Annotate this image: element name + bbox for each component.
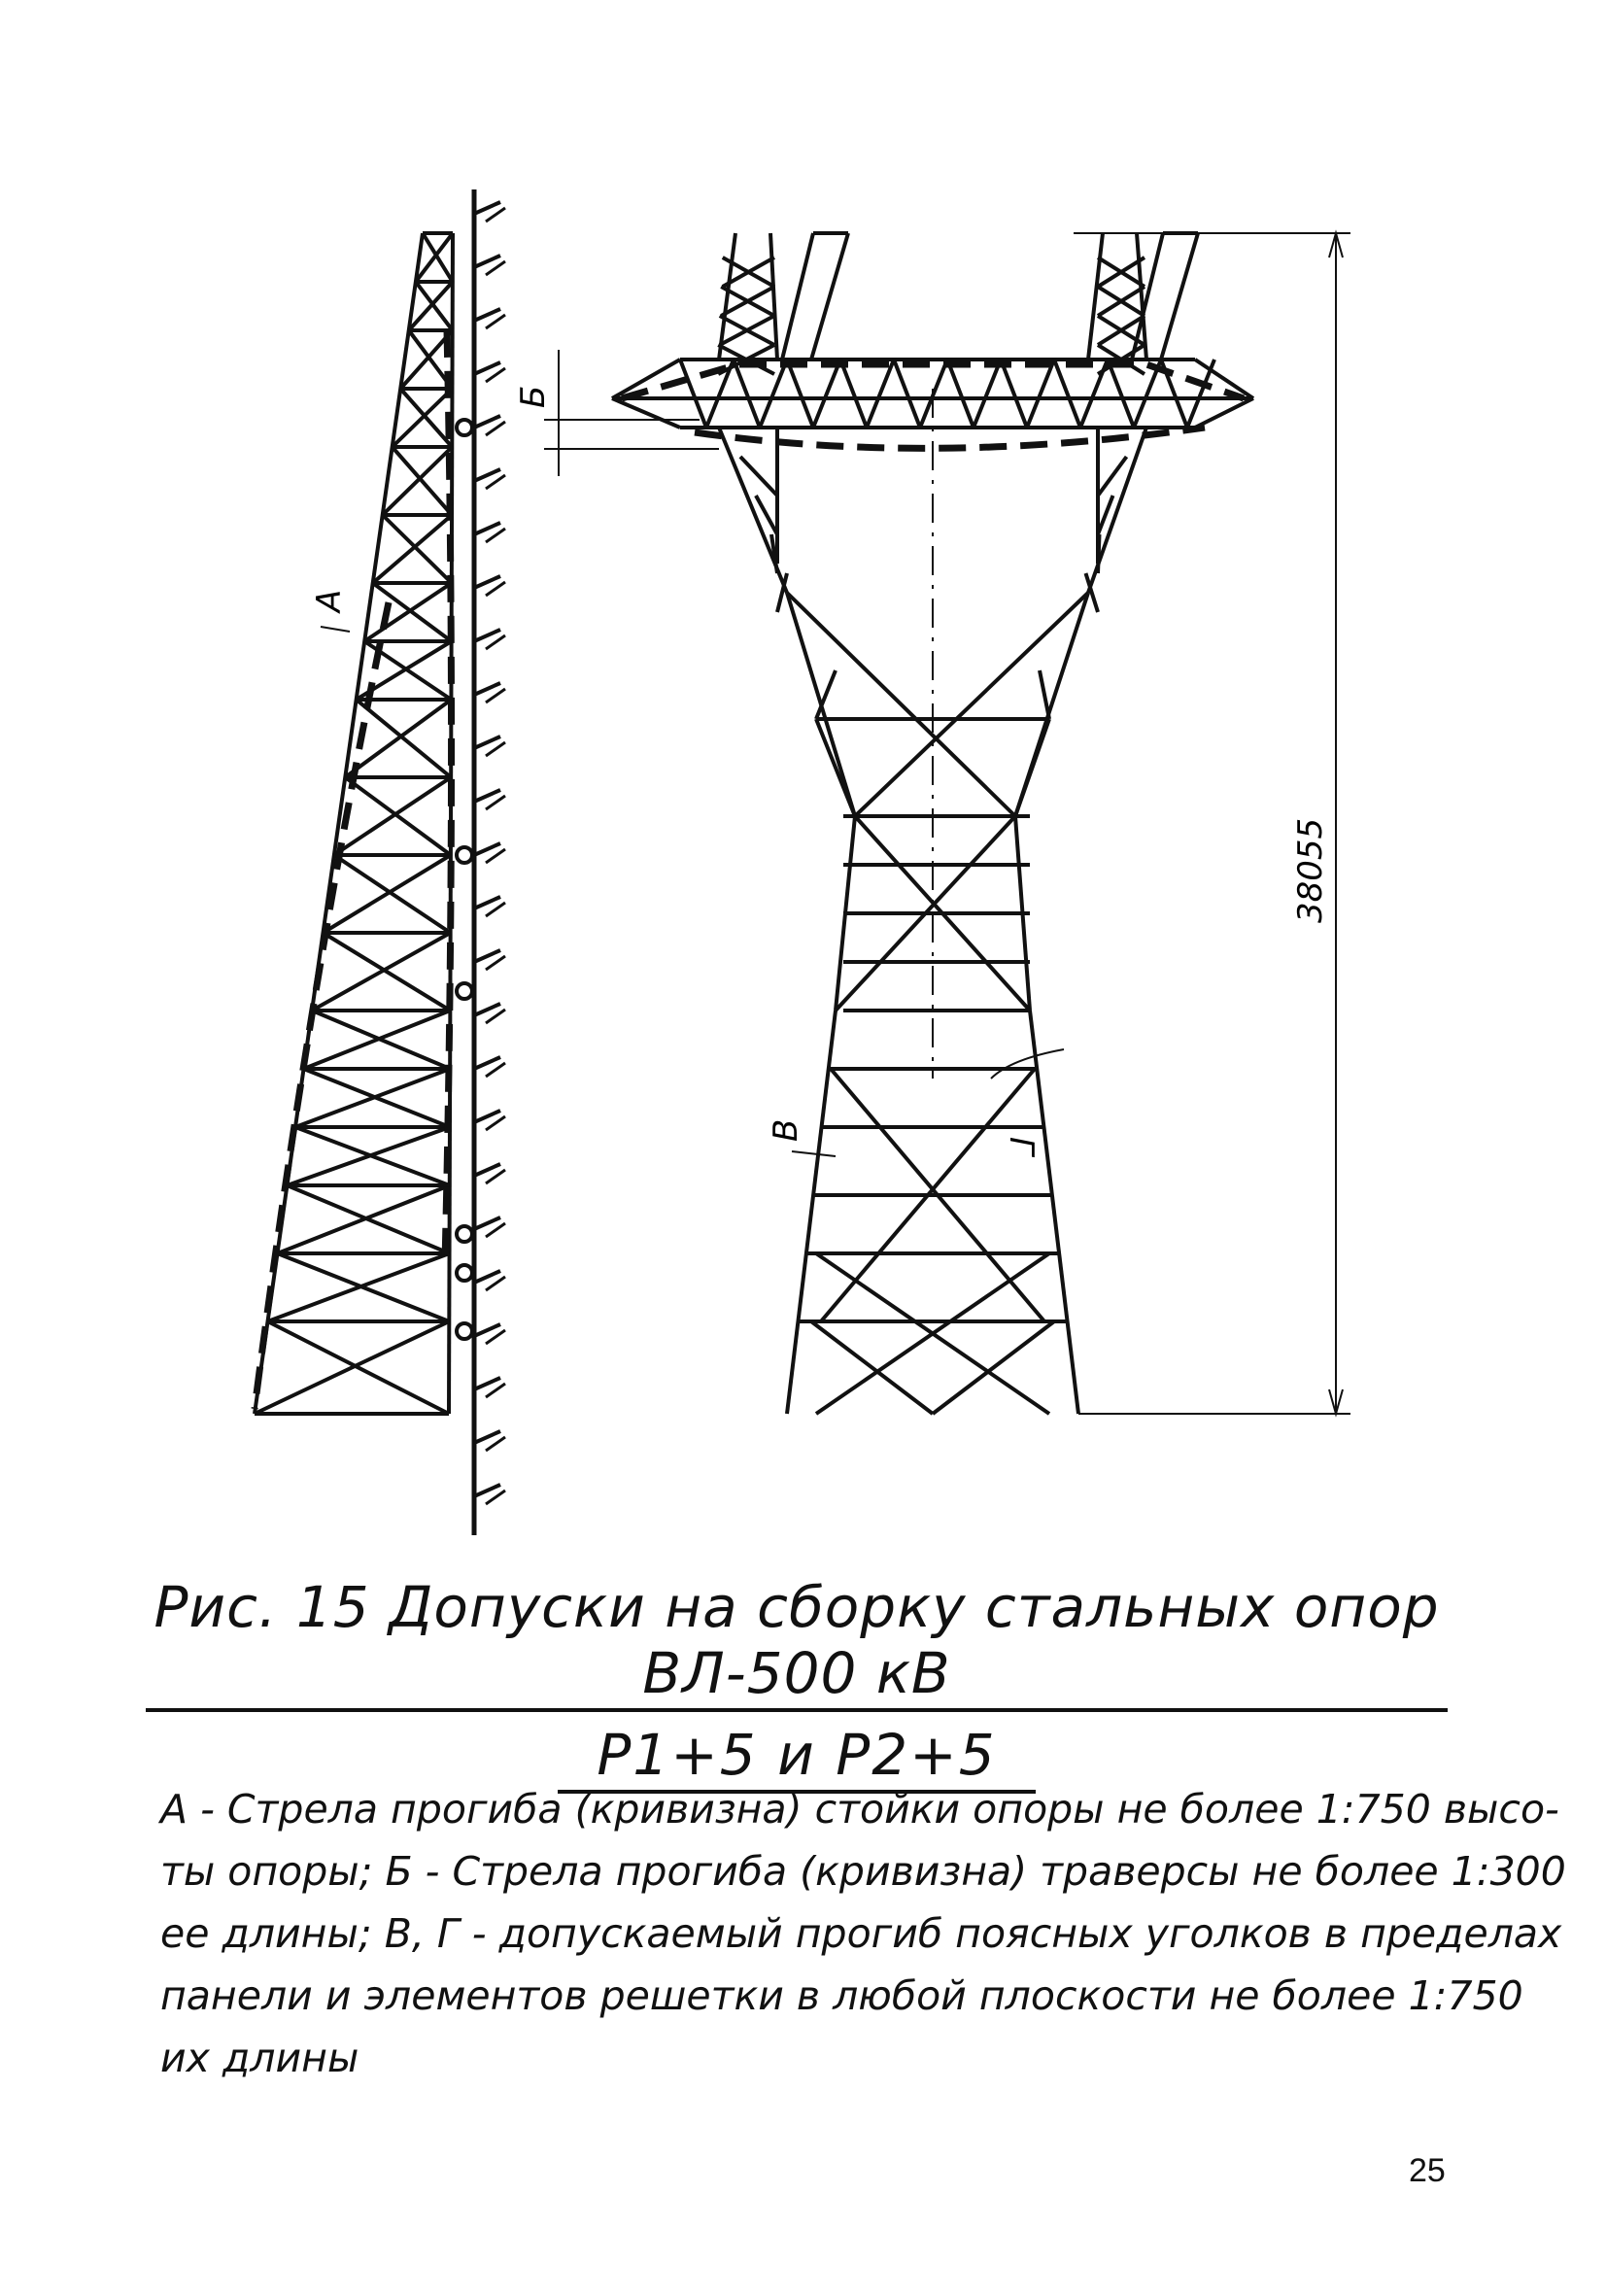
label-g: Г xyxy=(1002,1137,1041,1155)
side-view-tower xyxy=(255,189,505,1535)
label-v: В xyxy=(767,1118,805,1142)
note-line: ее длины; В, Г - допускаемый прогиб поясных уголков в пределах xyxy=(160,1910,1562,1957)
note-line: их длины xyxy=(160,2035,359,2081)
note-line: А - Стрела прогиба (кривизна) стойки опоры не более 1:750 высо- xyxy=(160,1786,1559,1833)
height-dimension-text: 38055 xyxy=(1291,817,1330,923)
page-number: 25 xyxy=(1409,2152,1446,2189)
figure-caption xyxy=(146,1574,1448,1794)
note-line: ты опоры; Б - Стрела прогиба (кривизна) траверсы не более 1:300 xyxy=(160,1848,1566,1895)
front-view-tower xyxy=(612,233,1253,1414)
caption-title: Рис. 15 Допуски на сборку стальных опор ВЛ-500 кВ xyxy=(146,1574,1448,1712)
notes-text xyxy=(160,1778,1566,2089)
label-b: Б xyxy=(514,385,553,408)
label-a: А xyxy=(310,589,349,612)
note-line: панели и элементов решетки в любой плоскости не более 1:750 xyxy=(160,1972,1523,2019)
caption-subtitle: Р1+5 и Р2+5 xyxy=(558,1722,1035,1794)
